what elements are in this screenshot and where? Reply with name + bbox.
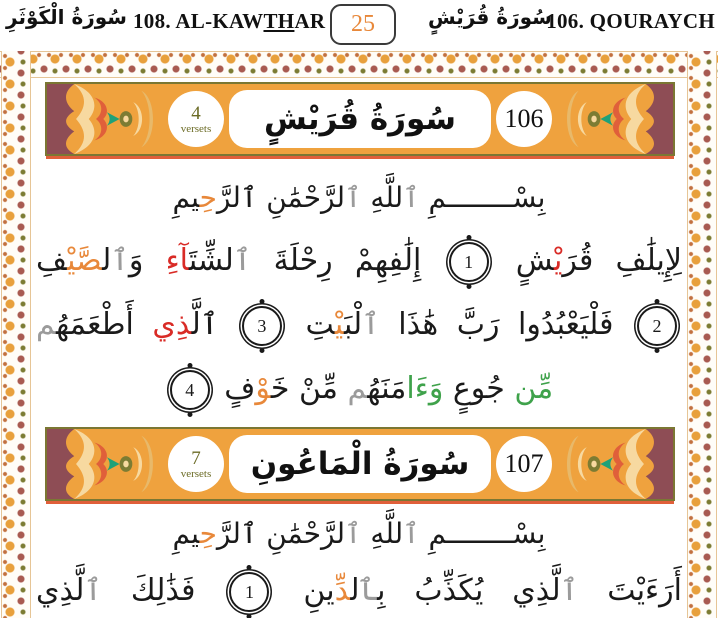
ayah-text-segment: وَءَا bbox=[406, 371, 444, 406]
ayah-text-segment: مِّنْ خَ bbox=[270, 371, 338, 406]
bismillah-surah-107 bbox=[36, 506, 682, 562]
ayah-text-segment: ٱ bbox=[345, 181, 362, 214]
ayah-text-segment: صَّيْ bbox=[67, 243, 103, 278]
ayah-text-segment: فَلْيَعْبُدُوا رَبَّ هَٰذَا bbox=[379, 307, 632, 342]
surah-number-circle bbox=[496, 436, 552, 492]
surah-title-panel bbox=[229, 435, 491, 493]
ayah-text-segment: حِ bbox=[199, 181, 217, 214]
ayah-text-segment: ٱ bbox=[403, 181, 420, 214]
verse-number: 1 bbox=[244, 581, 254, 602]
surah-number-circle bbox=[496, 91, 552, 147]
ayah-text-segment: لرَّحْمَٰنِ bbox=[257, 517, 346, 550]
quraych-verse-line-1 bbox=[36, 230, 682, 292]
ayah-text-segment: بِسْــــــــمِ bbox=[419, 181, 546, 214]
ayah-text-segment: لْبَ bbox=[343, 307, 363, 342]
page-number: 25 bbox=[351, 11, 375, 37]
quraych-verse-line-2 bbox=[36, 294, 682, 356]
right-floral-border bbox=[687, 51, 717, 618]
header-title-108 bbox=[133, 9, 325, 34]
top-floral-border bbox=[0, 51, 718, 78]
ayah-text-segment: وَ bbox=[128, 243, 166, 278]
band-arabesque-ornament bbox=[47, 429, 165, 499]
ayah-text-segment: إِلَٰفِهِمْ رِحْلَةَ bbox=[251, 243, 444, 278]
surah-106-title-band bbox=[45, 82, 675, 156]
versets-label: versets bbox=[180, 467, 212, 480]
ayah-text-segment: يمِ bbox=[172, 517, 200, 550]
ayah-text-segment: لرَّحْمَٰنِ bbox=[257, 181, 346, 214]
verse-marker-medallion bbox=[637, 306, 677, 346]
ayah-text-segment: لَّذِي bbox=[36, 573, 85, 608]
ayah-text-segment: ٱلرَّ bbox=[216, 517, 258, 550]
ayah-text-segment: لِإِيلَٰفِ قُرَ bbox=[562, 243, 682, 278]
verse-number: 4 bbox=[185, 379, 195, 400]
header-title-108-suffix: AR bbox=[294, 9, 326, 33]
surah-106-title-arabic: سُورَةُ قُرَيْشٍ bbox=[264, 101, 456, 137]
versets-count-circle bbox=[168, 91, 224, 147]
ayah-text-segment: للَّهِ bbox=[361, 181, 404, 214]
ayah-text-segment: م bbox=[337, 371, 368, 406]
surah-title-panel bbox=[229, 90, 491, 148]
ayah-text-segment: ل bbox=[102, 243, 112, 278]
band-arabesque-ornament bbox=[555, 84, 673, 154]
header-surah-quraych-arabic: سُورَةُ قُرَيْشٍ bbox=[428, 5, 552, 29]
ayah-text-segment: أَرَءَيْتَ bbox=[578, 573, 682, 608]
bismillah-surah-106 bbox=[36, 170, 682, 226]
header-surah-kawthar-arabic: سُورَةُ الْكَوْثَرِ bbox=[6, 5, 127, 29]
ayah-text-segment: ينِ bbox=[274, 573, 335, 608]
versets-count: 4 bbox=[191, 102, 201, 124]
band-arabesque-ornament bbox=[47, 84, 165, 154]
ayah-text-segment: ٱ bbox=[111, 243, 129, 278]
ayah-text-segment: لَّذِي يُكَذِّبُ بِ bbox=[377, 573, 561, 608]
ayah-text-segment: ل bbox=[350, 573, 360, 608]
ayah-text-segment: دِّ bbox=[334, 573, 351, 608]
ayah-text-segment: فِ bbox=[36, 243, 68, 278]
ayah-text-segment: تِ bbox=[286, 307, 335, 342]
verse-number: 3 bbox=[257, 315, 267, 336]
surah-107-title-arabic: سُورَةُ الْمَاعُونِ bbox=[250, 446, 470, 482]
surah-107-title-band bbox=[45, 427, 675, 501]
ayah-text-segment: شٍ bbox=[493, 243, 555, 278]
ayah-text-segment: مَنَهُ bbox=[367, 371, 407, 406]
ayah-text-segment: يْ bbox=[334, 307, 344, 342]
left-floral-border bbox=[1, 51, 31, 618]
ayah-text-segment: ٱ bbox=[345, 517, 362, 550]
verse-marker-medallion bbox=[242, 306, 282, 346]
verse-marker-medallion bbox=[449, 242, 489, 282]
ayah-text-segment: للَّهِ bbox=[361, 517, 404, 550]
versets-count: 7 bbox=[191, 447, 201, 469]
ayah-text-segment: آءِ bbox=[165, 243, 189, 278]
ayah-text-segment: جُوعٍ bbox=[443, 371, 515, 406]
ayah-text-segment: بِسْــــــــمِ bbox=[419, 517, 546, 550]
ayah-text-segment: يمِ bbox=[172, 181, 200, 214]
ayah-text-segment: ٱ bbox=[233, 243, 252, 278]
ayah-text-segment: ٱ bbox=[84, 573, 102, 608]
versets-label: versets bbox=[180, 122, 212, 135]
ayah-text-segment: ٱ bbox=[362, 307, 380, 342]
quraych-verse-line-3 bbox=[36, 358, 682, 420]
ayah-text-segment: ٱ bbox=[403, 517, 420, 550]
ayah-text-segment: ٱ bbox=[359, 573, 378, 608]
ayah-text-segment: يْ bbox=[554, 243, 563, 278]
header-title-106: 106. QOURAYCH bbox=[546, 9, 715, 33]
verse-number: 2 bbox=[652, 315, 662, 336]
ayah-text-segment: فٍ bbox=[214, 371, 256, 406]
ayah-text-segment: مِّن bbox=[514, 371, 554, 406]
ayah-text-segment: حِ bbox=[199, 517, 217, 550]
versets-count-circle bbox=[168, 436, 224, 492]
verse-marker-medallion bbox=[229, 572, 269, 612]
ayah-text-segment: ٱلَّ bbox=[191, 307, 237, 342]
band-arabesque-ornament bbox=[555, 429, 673, 499]
ayah-text-segment: وْ bbox=[255, 371, 271, 406]
ayah-text-segment: فَذَٰلِكَ bbox=[101, 573, 225, 608]
ayah-text-segment: لشِّتَ bbox=[188, 243, 234, 278]
verse-marker-medallion bbox=[170, 370, 210, 410]
surah-number: 107 bbox=[504, 449, 544, 478]
ayah-text-segment: ذِي bbox=[152, 307, 192, 342]
ayah-text-segment: أَطْعَمَهُ bbox=[55, 307, 153, 342]
ayah-text-segment: ٱلرَّ bbox=[216, 181, 258, 214]
maoun-verse-line-1 bbox=[36, 560, 682, 618]
ayah-text-segment: م bbox=[36, 307, 56, 342]
verse-number: 1 bbox=[464, 251, 474, 272]
header-title-108-prefix: 108. AL-KAW bbox=[133, 9, 264, 33]
header-title-108-underlined: TH bbox=[263, 9, 295, 33]
surah-number: 106 bbox=[504, 104, 544, 133]
ayah-text-segment: ٱ bbox=[560, 573, 579, 608]
page-number-badge bbox=[330, 4, 396, 45]
